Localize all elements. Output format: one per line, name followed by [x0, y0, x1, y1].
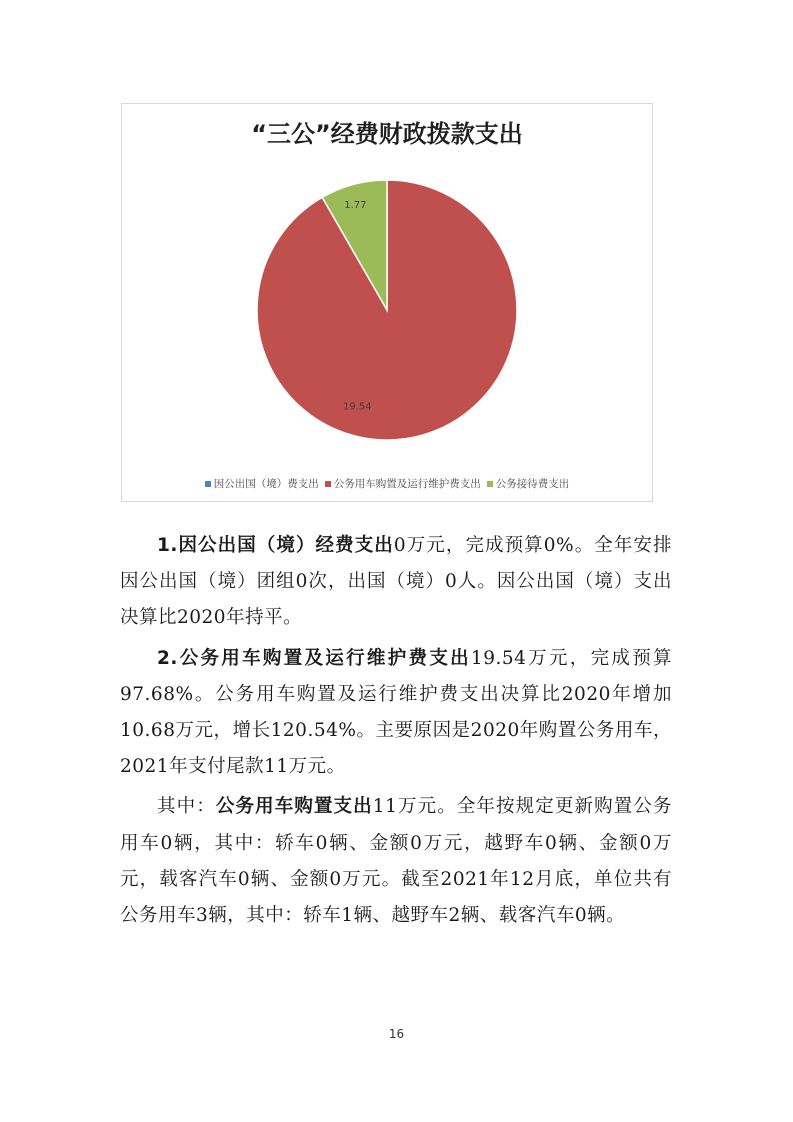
legend-swatch-1 [205, 481, 211, 487]
paragraph-1 [120, 528, 672, 637]
legend-item-3 [487, 476, 570, 491]
legend-label-3: 公务接待费支出 [495, 478, 570, 490]
body-text [120, 528, 672, 938]
paragraph-2 [120, 641, 672, 786]
paragraph-1-text: 0万元，完成预算0%。全年安排因公出国（境）团组0次，出国（境）0人。因公出国（境）支出决算比2020年持平。 [120, 535, 673, 629]
legend-item-1 [205, 476, 319, 491]
legend-swatch-2 [325, 481, 331, 487]
chart-title: “三公”经费财政拨款支出 [251, 120, 523, 148]
legend-swatch-3 [487, 481, 493, 487]
paragraph-3-heading: 公务用车购置支出 [215, 796, 373, 818]
page-number: 16 [388, 1027, 405, 1041]
paragraph-2-heading: 2.公务用车购置及运行维护费支出 [157, 647, 471, 669]
legend-label-2: 公务用车购置及运行维护费支出 [333, 478, 481, 490]
pie-chart [121, 103, 653, 502]
paragraph-2-text: 19.54万元，完成预算97.68%。公务用车购置及运行维护费支出决算比2020年增加10.68万元，增长120.54%。主要原因是2020年购置公务用车，2021年支付尾款11万元。 [120, 647, 672, 778]
paragraph-3-prefix: 其中： [157, 796, 216, 818]
pie-data-label-3: 1.77 [344, 200, 367, 212]
paragraph-3 [120, 789, 672, 934]
pie-data-label-2: 19.54 [343, 401, 372, 413]
paragraph-1-heading: 1.因公出国（境）经费支出 [157, 535, 394, 556]
paragraph-3-text: 11万元。全年按规定更新购置公务用车0辆，其中：轿车0辆、金额0万元，越野车0辆、金额0万元，载客汽车0辆、金额0万元。截至2021年12月底，单位共有公务用车3辆，其中：轿车1辆、越野车2辆、载客汽车0辆。 [120, 796, 672, 927]
chart-legend [122, 476, 652, 491]
legend-label-1: 因公出国（境）费支出 [213, 478, 319, 490]
legend-item-2 [325, 476, 481, 491]
pie-plot-area [122, 104, 652, 501]
